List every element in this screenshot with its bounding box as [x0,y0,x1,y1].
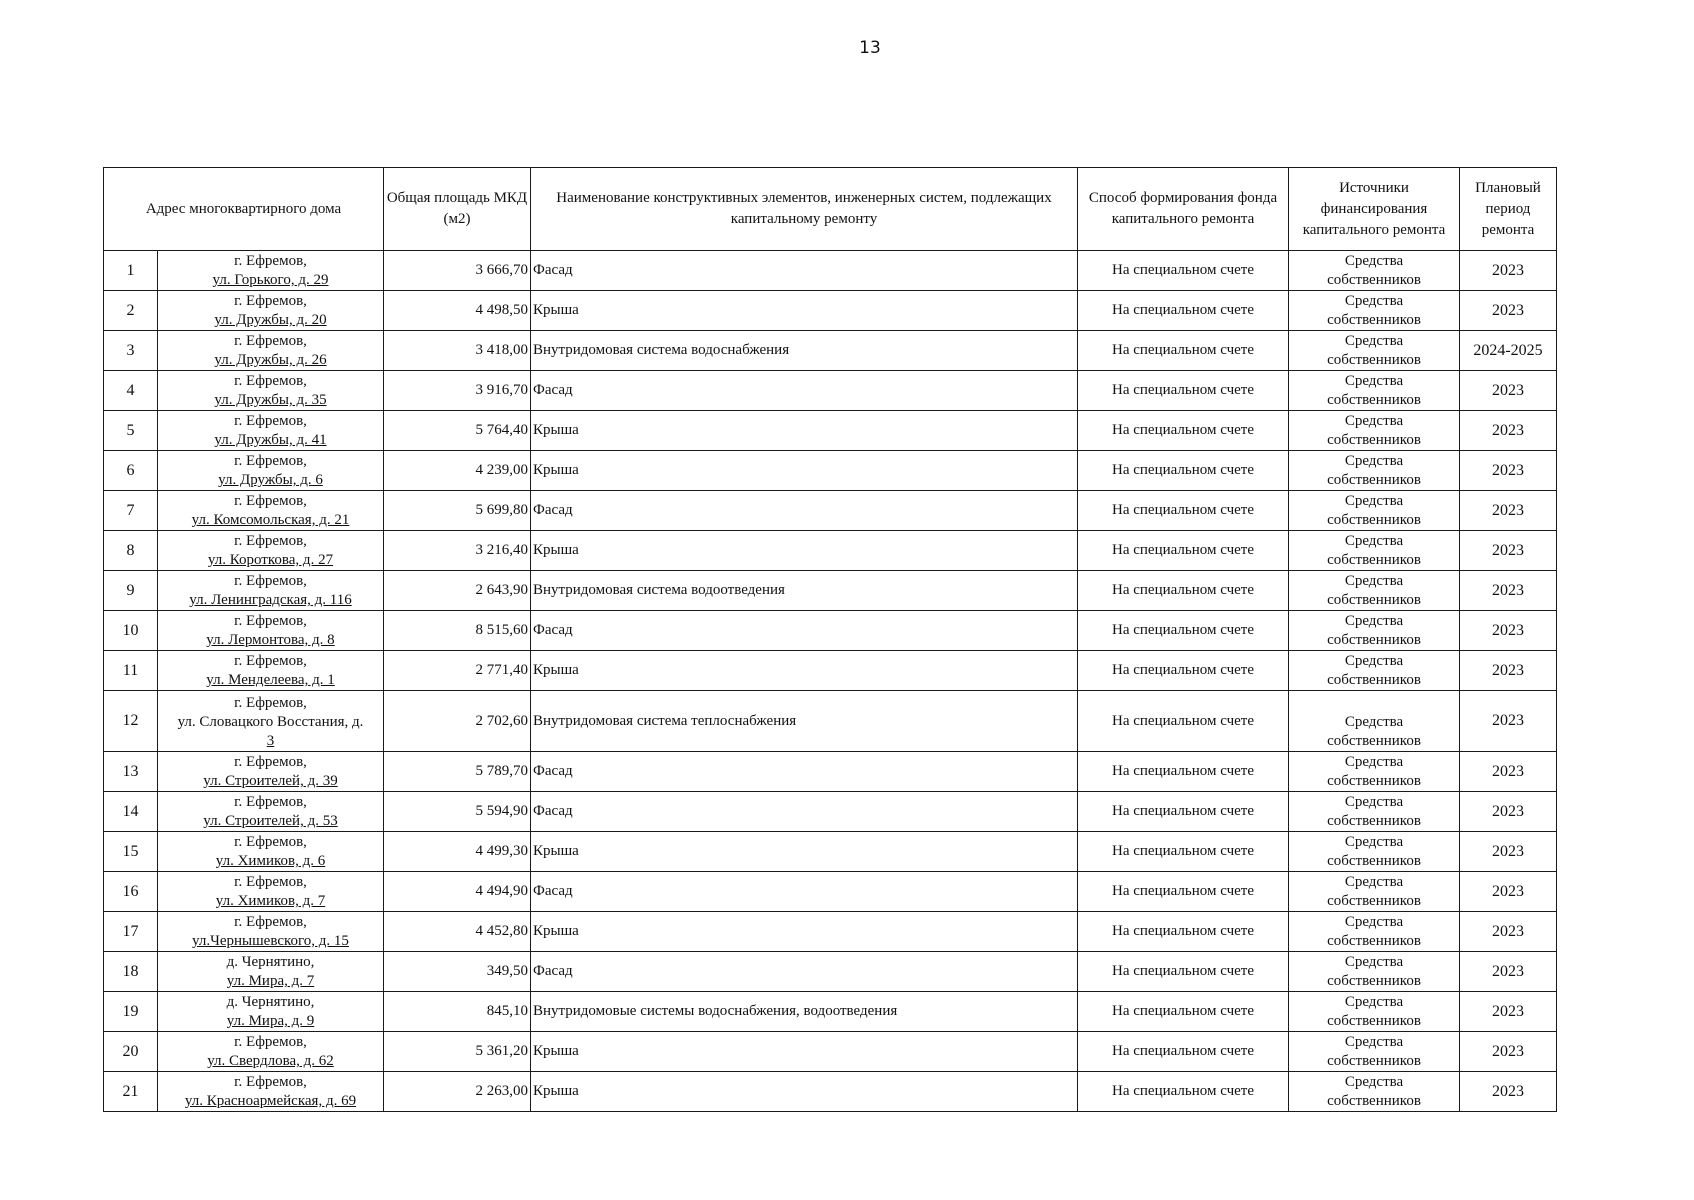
method-cell: На специальном счете [1078,651,1289,691]
method-cell: На специальном счете [1078,611,1289,651]
source-line: Средства [1344,834,1404,850]
period-cell: 2023 [1460,451,1557,491]
row-number: 4 [104,371,158,411]
address-line: ул. Свердлова, д. 62 [207,1053,334,1069]
source-line: Средства [1344,994,1404,1010]
element-cell: Фасад [531,752,1078,792]
address-line: г. Ефремов, [234,914,307,930]
method-cell: На специальном счете [1078,291,1289,331]
source-line: Средства [1344,493,1404,509]
source-line: собственников [1327,632,1421,648]
address-line: г. Ефремов, [234,493,307,509]
source-line: собственников [1327,312,1421,328]
address-cell [158,691,384,752]
row-number: 3 [104,331,158,371]
row-number: 1 [104,251,158,291]
table-row [104,651,1557,691]
element-cell: Фасад [531,251,1078,291]
source-line: собственников [1327,272,1421,288]
element-cell: Фасад [531,611,1078,651]
source-cell [1289,1072,1460,1112]
address-cell [158,571,384,611]
source-cell [1289,491,1460,531]
method-cell: На специальном счете [1078,491,1289,531]
address-line: ул. Словацкого Восстания, д. [177,714,364,730]
row-number: 8 [104,531,158,571]
source-line: Средства [1344,333,1404,349]
table-body [104,251,1557,1112]
address-line: ул. Красноармейская, д. 69 [184,1093,357,1109]
row-number: 15 [104,832,158,872]
address-line: г. Ефремов, [234,754,307,770]
source-line: Средства [1344,954,1404,970]
period-cell: 2023 [1460,411,1557,451]
element-cell: Фасад [531,872,1078,912]
source-cell [1289,451,1460,491]
address-line: 3 [266,733,275,749]
row-number: 19 [104,992,158,1032]
element-cell: Крыша [531,651,1078,691]
source-cell [1289,912,1460,952]
row-number: 6 [104,451,158,491]
row-number: 17 [104,912,158,952]
source-cell [1289,331,1460,371]
table-header-row [104,168,1557,251]
source-cell [1289,611,1460,651]
source-line: собственников [1327,893,1421,909]
area-cell: 4 452,80 [384,912,531,952]
address-line: ул. Комсомольская, д. 21 [191,512,350,528]
source-line: Средства [1344,1074,1404,1090]
address-line: г. Ефремов, [234,1074,307,1090]
address-cell [158,952,384,992]
period-cell: 2023 [1460,752,1557,792]
address-cell [158,1032,384,1072]
source-cell [1289,952,1460,992]
address-line: ул. Дружбы, д. 20 [214,312,327,328]
element-cell: Крыша [531,451,1078,491]
address-cell [158,792,384,832]
period-cell: 2023 [1460,952,1557,992]
source-line: собственников [1327,392,1421,408]
area-cell: 3 666,70 [384,251,531,291]
address-cell [158,491,384,531]
period-cell: 2023 [1460,571,1557,611]
table-row [104,832,1557,872]
address-cell [158,752,384,792]
method-cell: На специальном счете [1078,912,1289,952]
method-cell: На специальном счете [1078,531,1289,571]
address-line: г. Ефремов, [234,333,307,349]
address-line: ул. Строителей, д. 53 [203,813,338,829]
source-line: Средства [1344,573,1404,589]
source-line: собственников [1327,853,1421,869]
period-cell: 2023 [1460,872,1557,912]
source-cell [1289,992,1460,1032]
source-line: Средства [1344,373,1404,389]
address-line: ул. Менделеева, д. 1 [206,672,335,688]
address-cell [158,1072,384,1112]
method-cell: На специальном счете [1078,371,1289,411]
element-cell: Крыша [531,1072,1078,1112]
address-line: ул. Короткова, д. 27 [207,552,334,568]
address-line: г. Ефремов, [234,794,307,810]
row-number: 20 [104,1032,158,1072]
method-cell: На специальном счете [1078,792,1289,832]
table-row [104,331,1557,371]
method-cell: На специальном счете [1078,992,1289,1032]
row-number: 2 [104,291,158,331]
source-line: Средства [1344,754,1404,770]
row-number: 21 [104,1072,158,1112]
source-line: Средства [1344,413,1404,429]
page-number: 13 [859,38,881,58]
period-cell: 2023 [1460,912,1557,952]
source-line: Средства [1344,453,1404,469]
method-cell: На специальном счете [1078,451,1289,491]
area-cell: 8 515,60 [384,611,531,651]
table-row [104,1072,1557,1112]
period-cell: 2023 [1460,792,1557,832]
area-cell: 845,10 [384,992,531,1032]
element-cell: Фасад [531,371,1078,411]
address-cell [158,291,384,331]
table-row [104,691,1557,752]
source-cell [1289,872,1460,912]
header-method: Способ формирования фонда капитального ремонта [1078,168,1289,251]
address-line: д. Чернятино, [226,954,315,970]
area-cell: 5 594,90 [384,792,531,832]
element-cell: Внутридомовая система теплоснабжения [531,691,1078,752]
table-row [104,611,1557,651]
area-cell: 3 216,40 [384,531,531,571]
row-number: 13 [104,752,158,792]
row-number: 14 [104,792,158,832]
period-cell: 2023 [1460,1072,1557,1112]
address-cell [158,651,384,691]
address-cell [158,451,384,491]
period-cell: 2023 [1460,291,1557,331]
source-cell [1289,832,1460,872]
address-line: г. Ефремов, [234,253,307,269]
address-line: г. Ефремов, [234,1034,307,1050]
method-cell: На специальном счете [1078,331,1289,371]
source-cell [1289,531,1460,571]
address-line: д. Чернятино, [226,994,315,1010]
header-source: Источники финансирования капитального ремонта [1289,168,1460,251]
source-line: Средства [1344,533,1404,549]
element-cell: Внутридомовые системы водоснабжения, водоотведения [531,992,1078,1032]
source-cell [1289,571,1460,611]
area-cell: 5 789,70 [384,752,531,792]
address-line: г. Ефремов, [234,413,307,429]
address-line: ул. Лермонтова, д. 8 [206,632,335,648]
row-number: 5 [104,411,158,451]
area-cell: 2 643,90 [384,571,531,611]
table-row [104,291,1557,331]
source-cell [1289,411,1460,451]
table-row [104,371,1557,411]
period-cell: 2023 [1460,531,1557,571]
address-cell [158,531,384,571]
source-line: собственников [1327,733,1421,749]
method-cell: На специальном счете [1078,691,1289,752]
source-cell [1289,291,1460,331]
source-cell [1289,371,1460,411]
address-cell [158,331,384,371]
area-cell: 2 263,00 [384,1072,531,1112]
table-row [104,912,1557,952]
area-cell: 3 916,70 [384,371,531,411]
source-line: Средства [1344,914,1404,930]
source-line: собственников [1327,352,1421,368]
source-line: собственников [1327,592,1421,608]
source-line: Средства [1344,653,1404,669]
area-cell: 4 239,00 [384,451,531,491]
source-line: Средства [1344,794,1404,810]
source-line: Средства [1344,714,1404,730]
row-number: 11 [104,651,158,691]
address-cell [158,411,384,451]
address-line: г. Ефремов, [234,695,307,711]
source-line: собственников [1327,1093,1421,1109]
element-cell: Внутридомовая система водоснабжения [531,331,1078,371]
address-line: ул. Дружбы, д. 41 [214,432,327,448]
area-cell: 5 764,40 [384,411,531,451]
method-cell: На специальном счете [1078,1032,1289,1072]
element-cell: Крыша [531,912,1078,952]
address-line: ул. Горького, д. 29 [212,272,329,288]
address-line: ул. Строителей, д. 39 [203,773,338,789]
period-cell: 2023 [1460,691,1557,752]
address-line: г. Ефремов, [234,874,307,890]
table-row [104,571,1557,611]
capital-repair-table [103,167,1557,1112]
source-cell [1289,251,1460,291]
table-row [104,451,1557,491]
method-cell: На специальном счете [1078,832,1289,872]
row-number: 12 [104,691,158,752]
period-cell: 2023 [1460,992,1557,1032]
address-cell [158,251,384,291]
method-cell: На специальном счете [1078,952,1289,992]
area-cell: 5 699,80 [384,491,531,531]
source-cell [1289,691,1460,752]
source-line: собственников [1327,1013,1421,1029]
element-cell: Внутридомовая система водоотведения [531,571,1078,611]
method-cell: На специальном счете [1078,411,1289,451]
source-line: собственников [1327,672,1421,688]
header-period: Плановый период ремонта [1460,168,1557,251]
row-number: 18 [104,952,158,992]
row-number: 7 [104,491,158,531]
address-line: ул. Дружбы, д. 35 [214,392,327,408]
element-cell: Фасад [531,792,1078,832]
source-line: собственников [1327,813,1421,829]
table-row [104,251,1557,291]
address-line: ул. Мира, д. 9 [226,1013,315,1029]
period-cell: 2023 [1460,832,1557,872]
area-cell: 2 771,40 [384,651,531,691]
period-cell: 2023 [1460,611,1557,651]
period-cell: 2023 [1460,651,1557,691]
address-cell [158,872,384,912]
element-cell: Фасад [531,952,1078,992]
address-line: ул.Чернышевского, д. 15 [192,933,349,949]
area-cell: 5 361,20 [384,1032,531,1072]
address-line: г. Ефремов, [234,613,307,629]
area-cell: 4 499,30 [384,832,531,872]
area-cell: 2 702,60 [384,691,531,752]
element-cell: Крыша [531,531,1078,571]
area-cell: 349,50 [384,952,531,992]
source-line: собственников [1327,773,1421,789]
address-cell [158,992,384,1032]
source-line: Средства [1344,293,1404,309]
element-cell: Крыша [531,291,1078,331]
address-line: ул. Химиков, д. 7 [215,893,326,909]
table-row [104,872,1557,912]
header-address: Адрес многоквартирного дома [104,168,384,251]
address-cell [158,912,384,952]
period-cell: 2023 [1460,251,1557,291]
table-row [104,752,1557,792]
table-row [104,952,1557,992]
address-line: ул. Ленинградская, д. 116 [189,592,352,608]
source-cell [1289,651,1460,691]
address-line: ул. Мира, д. 7 [226,973,315,989]
row-number: 16 [104,872,158,912]
area-cell: 4 498,50 [384,291,531,331]
method-cell: На специальном счете [1078,251,1289,291]
period-cell: 2023 [1460,491,1557,531]
address-line: ул. Химиков, д. 6 [215,853,326,869]
period-cell: 2024-2025 [1460,331,1557,371]
period-cell: 2023 [1460,1032,1557,1072]
address-line: г. Ефремов, [234,653,307,669]
source-line: собственников [1327,933,1421,949]
source-line: собственников [1327,432,1421,448]
row-number: 9 [104,571,158,611]
source-cell [1289,1032,1460,1072]
method-cell: На специальном счете [1078,1072,1289,1112]
method-cell: На специальном счете [1078,571,1289,611]
address-line: ул. Дружбы, д. 6 [218,472,323,488]
address-line: г. Ефремов, [234,834,307,850]
source-line: Средства [1344,1034,1404,1050]
method-cell: На специальном счете [1078,872,1289,912]
source-cell [1289,792,1460,832]
source-line: Средства [1344,874,1404,890]
period-cell: 2023 [1460,371,1557,411]
address-cell [158,832,384,872]
address-line: ул. Дружбы, д. 26 [214,352,327,368]
table-row [104,411,1557,451]
row-number: 10 [104,611,158,651]
address-cell [158,611,384,651]
method-cell: На специальном счете [1078,752,1289,792]
source-line: собственников [1327,552,1421,568]
table-row [104,531,1557,571]
element-cell: Крыша [531,1032,1078,1072]
table-row [104,792,1557,832]
address-line: г. Ефремов, [234,373,307,389]
table-row [104,992,1557,1032]
address-line: г. Ефремов, [234,533,307,549]
element-cell: Крыша [531,411,1078,451]
header-area: Общая площадь МКД (м2) [384,168,531,251]
area-cell: 3 418,00 [384,331,531,371]
address-line: г. Ефремов, [234,573,307,589]
source-line: собственников [1327,973,1421,989]
source-line: Средства [1344,253,1404,269]
address-cell [158,371,384,411]
address-line: г. Ефремов, [234,453,307,469]
table-row [104,1032,1557,1072]
source-line: собственников [1327,472,1421,488]
area-cell: 4 494,90 [384,872,531,912]
source-cell [1289,752,1460,792]
header-element: Наименование конструктивных элементов, инженерных систем, подлежащих капитальному ремонту [531,168,1078,251]
source-line: Средства [1344,613,1404,629]
table-row [104,491,1557,531]
element-cell: Фасад [531,491,1078,531]
address-line: г. Ефремов, [234,293,307,309]
element-cell: Крыша [531,832,1078,872]
source-line: собственников [1327,1053,1421,1069]
source-line: собственников [1327,512,1421,528]
